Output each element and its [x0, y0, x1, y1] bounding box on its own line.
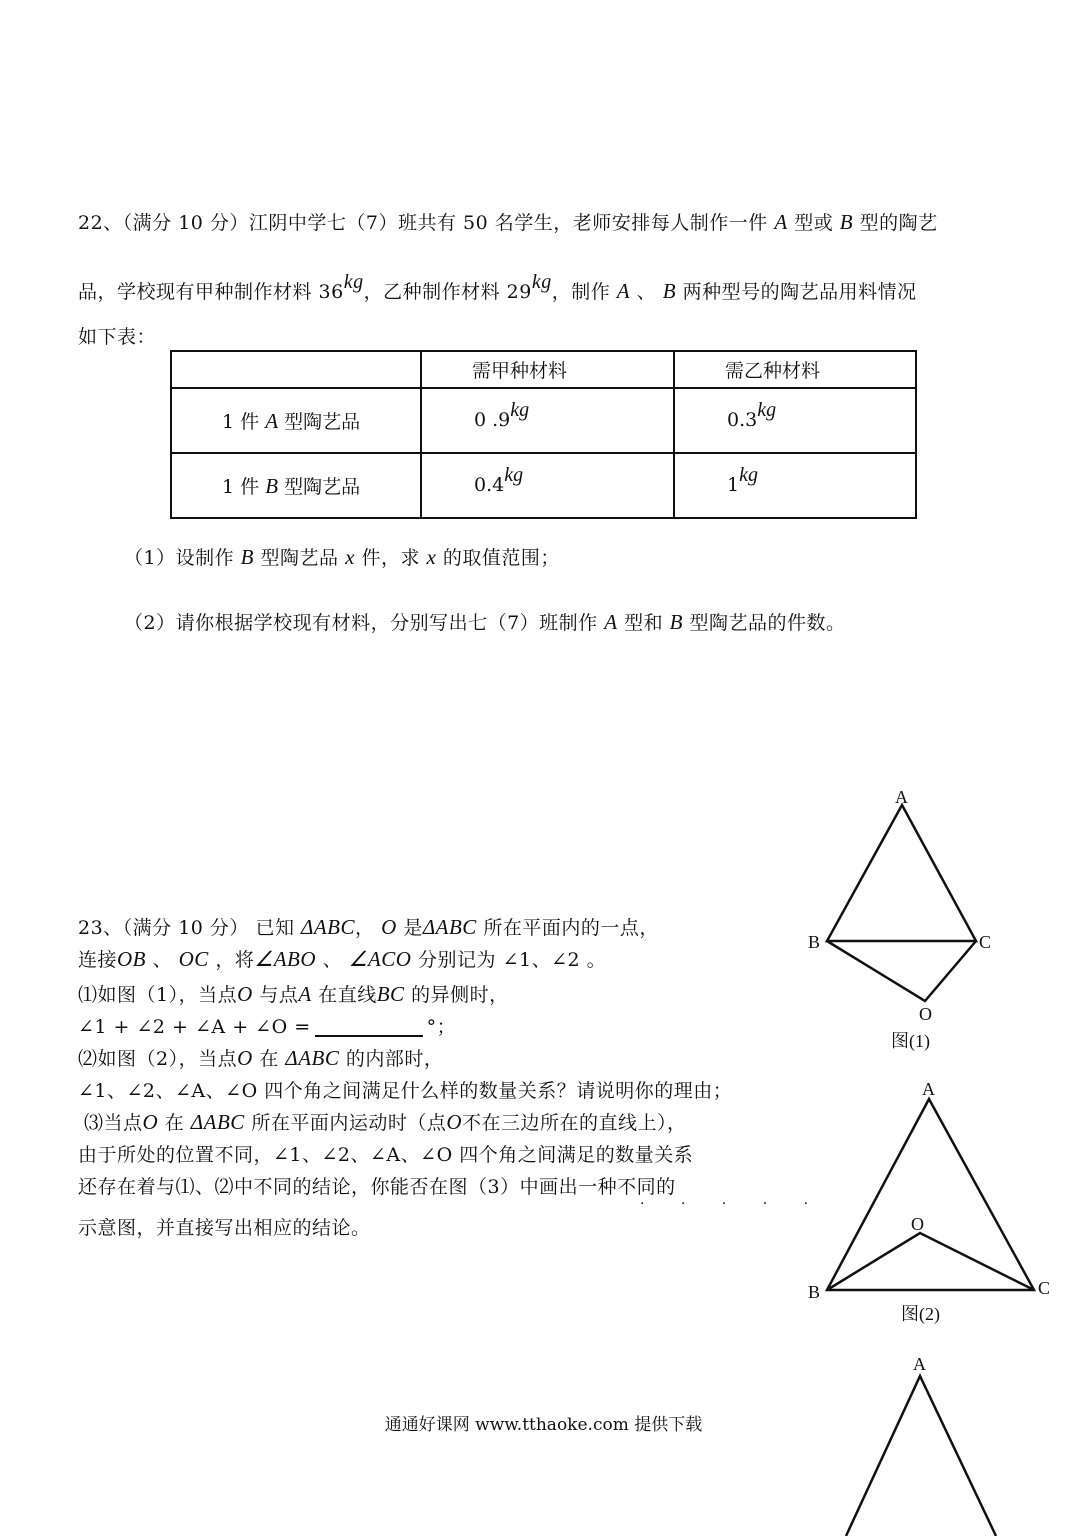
figure-3 — [846, 1376, 996, 1536]
q23-text: 的异侧时， — [411, 984, 509, 1006]
var-x: x — [426, 545, 437, 569]
var-b: B — [265, 474, 279, 498]
triangle-partial-fig3 — [846, 1376, 996, 1536]
segment-bc: BC — [376, 982, 405, 1006]
q22-text: 型陶艺品 — [260, 547, 339, 569]
point-o: O — [142, 1110, 159, 1134]
angle-abo: ∠ABO — [254, 947, 317, 971]
fig2-label-c: C — [1038, 1278, 1051, 1298]
label-text: 型陶艺品 — [284, 411, 361, 433]
q23-text: 所在平面内的一点， — [483, 917, 659, 939]
angle-aco: ∠ACO — [348, 947, 412, 971]
fig2-caption: 图(2) — [901, 1304, 940, 1324]
q22-text: 的取值范围； — [442, 547, 560, 569]
unit-kg: kg — [531, 271, 552, 293]
fig2-label-a: A — [922, 1079, 935, 1099]
fig1-label-c: C — [979, 932, 992, 952]
q23-text: 在 — [259, 1048, 279, 1070]
fig2-label-o: O — [911, 1214, 924, 1234]
q23-text: 是 — [403, 917, 423, 939]
var-b: B — [839, 210, 854, 234]
unit-kg: kg — [343, 271, 364, 293]
q23-line6: ∠1、∠2、∠A、∠O 四个角之间满足什么样的数量关系？请说明你的理由； — [78, 1080, 733, 1102]
triangle-abc-fig1 — [827, 805, 976, 941]
q23-text: 与点 — [259, 984, 299, 1006]
table-header-cell: 需乙种材料 — [674, 351, 916, 388]
var-b: B — [240, 545, 254, 569]
q23-text: 、 — [152, 949, 173, 971]
value: 0.4 — [474, 474, 505, 496]
q23-text: °； — [426, 1016, 457, 1038]
point-o: O — [381, 915, 397, 939]
label-text: 1 件 — [222, 411, 260, 433]
point-o: O — [446, 1110, 463, 1134]
triangle-abc: ΔABC — [422, 915, 477, 939]
fig3-label-a: A — [913, 1354, 926, 1374]
q23-text: ⑶当点 — [84, 1112, 143, 1134]
segment-ob: OB — [117, 947, 147, 971]
q22-text: 型的陶艺 — [859, 212, 938, 234]
triangle-abc-fig2 — [827, 1099, 1034, 1290]
var-a: A — [774, 210, 788, 234]
q22-text: 型和 — [624, 612, 664, 634]
q22-text: （2）请你根据学校现有材料，分别写出七（7）班制作 — [124, 612, 598, 634]
q23-text: 连接 — [78, 949, 118, 971]
figure-2 — [827, 1099, 1034, 1290]
value: 1 — [727, 474, 740, 496]
q23-text: 在直线 — [318, 984, 377, 1006]
fig1-caption: 图(1) — [891, 1031, 930, 1051]
point-o: O — [237, 1046, 253, 1070]
q23-text: ⑵如图（2），当点 — [78, 1048, 238, 1070]
q23-text: 、 — [322, 949, 343, 971]
q22-text: 件，求 — [361, 547, 420, 569]
q23-text: ，将 — [215, 949, 255, 971]
footer-credit: 通通好课网 www.tthaoke.com 提供下载 — [384, 1415, 703, 1435]
unit-kg: kg — [757, 399, 777, 421]
point-a: A — [298, 982, 312, 1006]
var-b: B — [669, 610, 683, 634]
segment-oc: OC — [178, 947, 209, 971]
triangle-abc: ΔABC — [285, 1046, 340, 1070]
table-header-cell: 需甲种材料 — [421, 351, 674, 388]
path-bo-oc-fig2 — [827, 1233, 1034, 1290]
q22-text: 型或 — [794, 212, 834, 234]
q23-text: 的内部时， — [345, 1048, 444, 1070]
var-b: B — [662, 279, 677, 303]
var-a: A — [616, 279, 631, 303]
q22-line3: 如下表： — [78, 326, 157, 348]
var-a: A — [265, 409, 279, 433]
var-x: x — [345, 545, 355, 569]
q23-line10: 示意图，并直接写出相应的结论。 — [78, 1217, 371, 1239]
q23-text: 分别记为 — [418, 949, 497, 971]
q23-text: 23、（满分 10 分） 已知 — [78, 917, 295, 939]
emphasis-dots: · · · · · — [640, 1196, 825, 1212]
triangle-abc: ΔABC — [301, 915, 356, 939]
unit-kg: kg — [510, 399, 530, 421]
value: 0.3 — [727, 409, 758, 431]
q22-text: （1）设制作 — [124, 547, 235, 569]
value: 0 .9 — [474, 409, 511, 431]
unit-kg: kg — [739, 464, 758, 486]
figure-1 — [827, 805, 976, 1001]
var-a: A — [604, 610, 618, 634]
q23-text: 。 — [586, 949, 607, 971]
fig2-label-b: B — [808, 1282, 821, 1302]
q22-text: 、 — [636, 281, 657, 303]
q23-line9: 还存在着与⑴、⑵中不同的结论，你能否在图（3）中画出一种不同的 — [78, 1176, 676, 1198]
q22-text: ，乙种制作材料 29 — [363, 281, 532, 303]
unit-kg: kg — [504, 464, 524, 486]
label-text: 型陶艺品 — [284, 476, 361, 498]
q23-text: ， — [355, 917, 375, 939]
label-text: 1 件 — [222, 476, 260, 498]
path-bo-oc-fig1 — [827, 941, 976, 1001]
q23-text: 在 — [164, 1112, 185, 1134]
q23-text: ⑴如图（1），当点 — [78, 984, 238, 1006]
q23-text: 所在平面内运动时（点 — [251, 1112, 447, 1134]
fig1-label-a: A — [895, 787, 908, 807]
angles-1-2: ∠1、∠2 — [502, 949, 581, 971]
q22-text: 22、（满分 10 分）江阴中学七（7）班共有 50 名学生，老师安排每人制作一件 — [78, 212, 768, 234]
triangle-abc: ΔABC — [190, 1110, 245, 1134]
q22-text: ，制作 — [551, 281, 611, 303]
q22-text: 两种型号的陶艺品用料情况 — [682, 281, 917, 303]
q23-text: 不在三边所在的直线上）， — [462, 1112, 687, 1134]
q22-text: 型陶艺品的件数。 — [689, 612, 846, 634]
q23-line8: 由于所处的位置不同，∠1、∠2、∠A、∠O 四个角之间满足的数量关系 — [78, 1144, 694, 1166]
fig1-label-o: O — [919, 1004, 932, 1024]
fig1-label-b: B — [808, 932, 821, 952]
q22-text: 品，学校现有甲种制作材料 36 — [78, 281, 344, 303]
angle-sum-expression: ∠1 + ∠2 + ∠A + ∠O = — [78, 1016, 311, 1038]
point-o: O — [237, 982, 253, 1006]
